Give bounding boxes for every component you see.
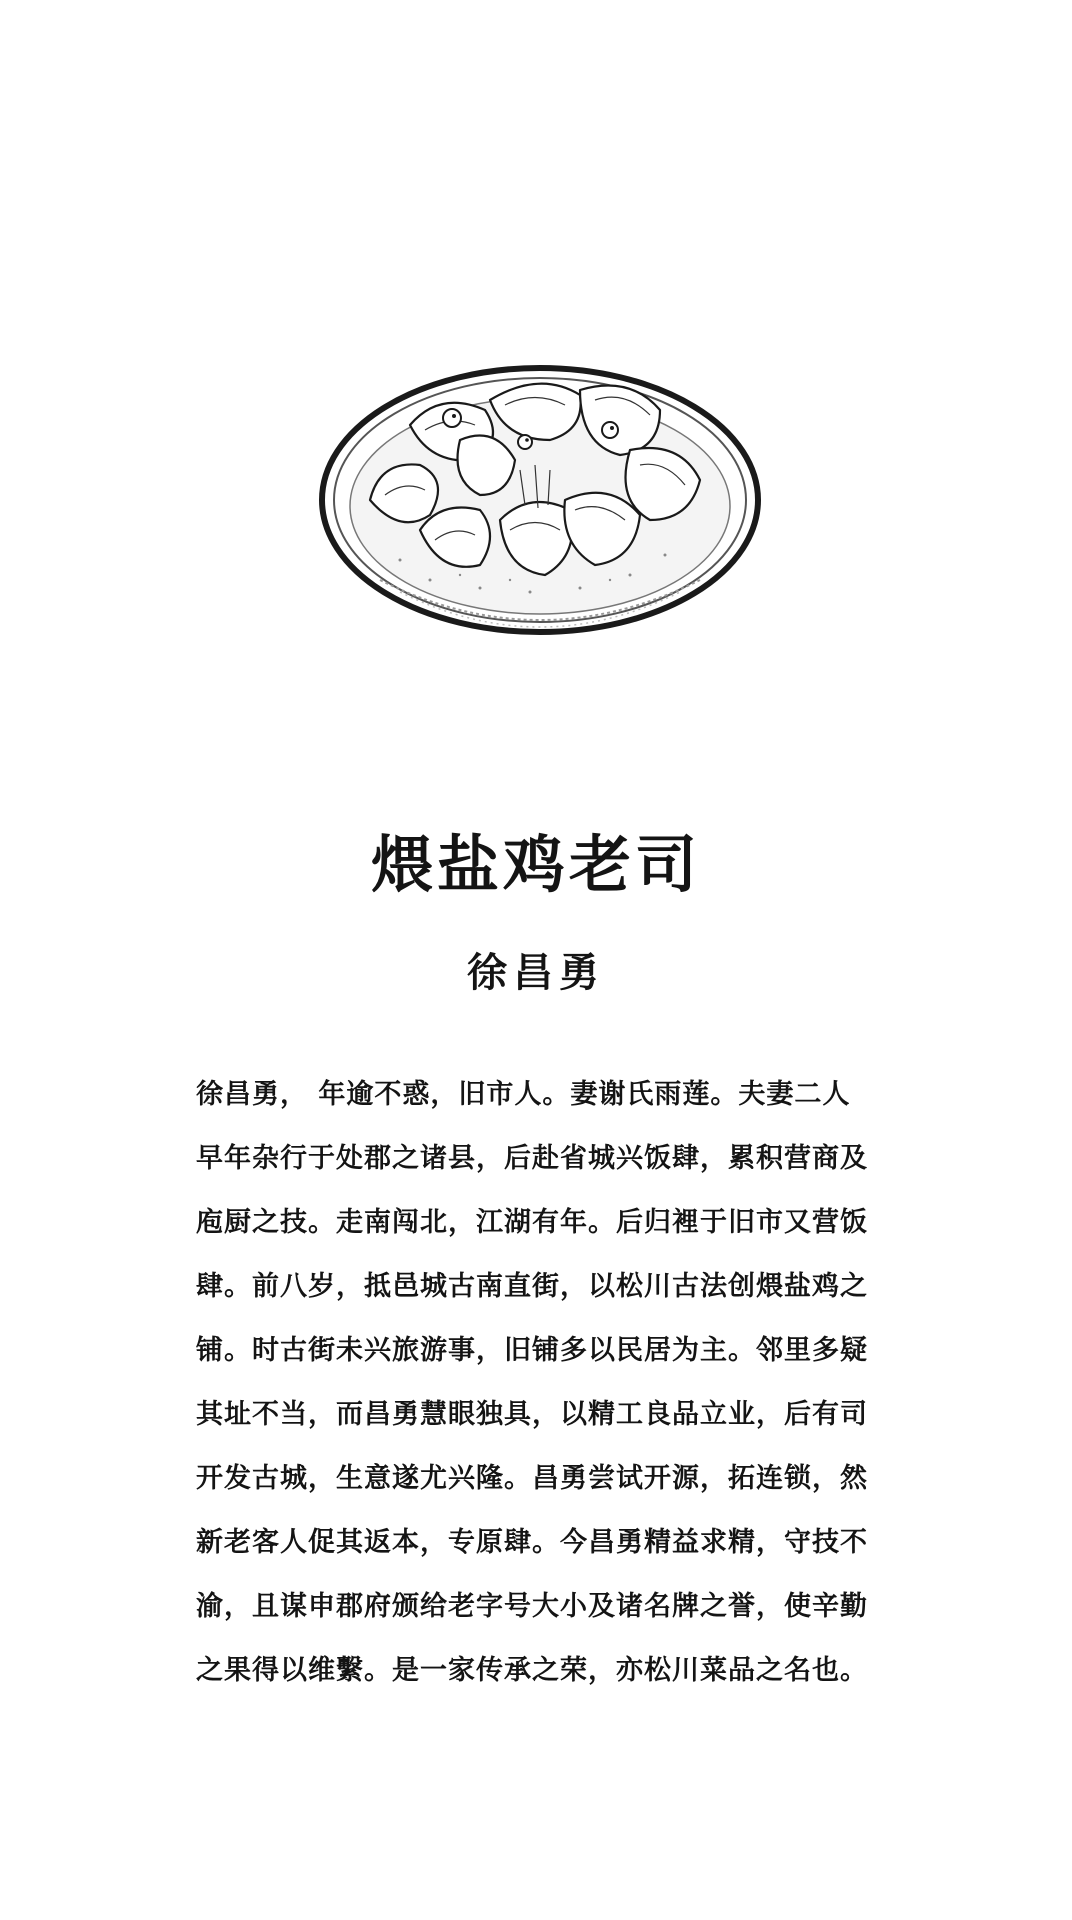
body-line: 其址不当，而昌勇慧眼独具，以精工良品立业，后有司	[196, 1399, 868, 1430]
body-line: 早年杂行于处郡之诸县，后赴省城兴饭肆，累积营商及	[196, 1143, 868, 1174]
body-line: 新老客人促其返本，专原肆。今昌勇精益求精，守技不	[196, 1527, 868, 1558]
body-text	[196, 1063, 886, 1703]
body-line: 渝，且谋申郡府颁给老字号大小及诸名牌之誉，使辛勤	[196, 1591, 868, 1622]
body-line: 开发古城，生意遂尤兴隆。昌勇尝试开源，拓连锁，然	[196, 1463, 868, 1494]
author-name: 徐昌勇	[467, 949, 605, 996]
dish-illustration-icon	[310, 330, 770, 670]
body-line: 徐昌勇， 年逾不惑，旧市人。妻谢氏雨莲。夫妻二人	[196, 1079, 851, 1110]
page-title: 煨盐鸡老司	[370, 828, 701, 901]
body-line: 肆。前八岁，抵邑城古南直街，以松川古法创煨盐鸡之	[196, 1271, 868, 1302]
body-line: 铺。时古街未兴旅游事，旧铺多以民居为主。邻里多疑	[196, 1335, 868, 1366]
body-line: 之果得以维繫。是一家传承之荣，亦松川菜品之名也。	[196, 1655, 868, 1686]
body-line: 庖厨之技。走南闯北，江湖有年。后归裡于旧市又营饭	[196, 1207, 868, 1238]
